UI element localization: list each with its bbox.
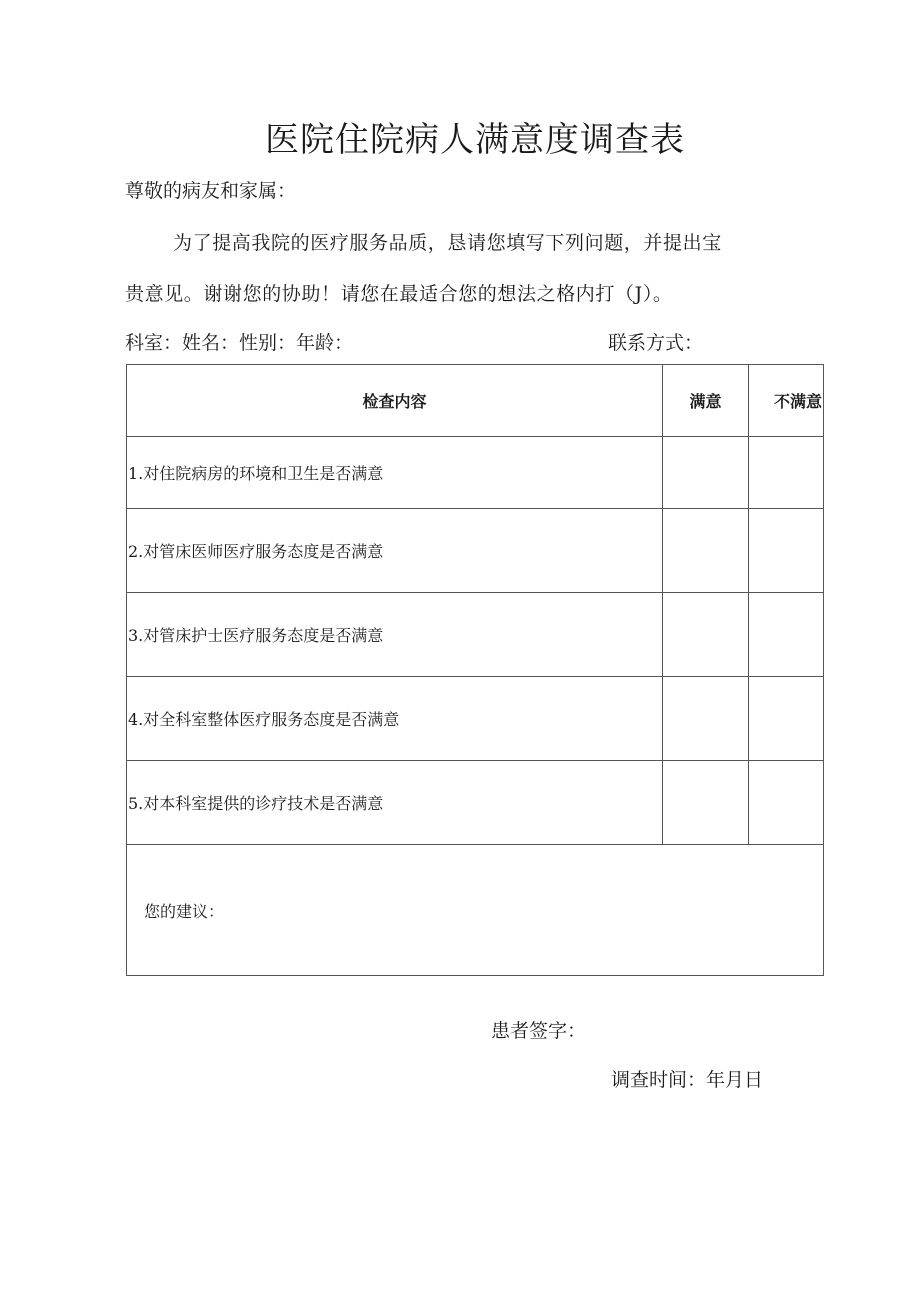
table-row: [127, 593, 824, 677]
survey-date-label: 调查时间：年月日: [611, 1069, 764, 1091]
unsatisfied-cell-4[interactable]: [749, 677, 824, 761]
satisfied-cell-3[interactable]: [663, 593, 749, 677]
suggestion-row: [127, 845, 824, 976]
unsatisfied-cell-2[interactable]: [749, 509, 824, 593]
table-header-row: [127, 365, 824, 437]
question-4: 4.对全科室整体医疗服务态度是否满意: [127, 677, 663, 761]
intro-paragraph-line-1: 为了提高我院的医疗服务品质，恳请您填写下列问题，并提出宝: [173, 232, 722, 254]
question-2: 2.对管床医师医疗服务态度是否满意: [127, 509, 663, 593]
satisfied-cell-5[interactable]: [663, 761, 749, 845]
intro-paragraph-line-2: 贵意见。谢谢您的协助！请您在最适合您的想法之格内打（J）。: [125, 283, 673, 305]
question-1: 1.对住院病房的环境和卫生是否满意: [127, 437, 663, 509]
question-5: 5.对本科室提供的诊疗技术是否满意: [127, 761, 663, 845]
patient-info-labels: 科室：姓名：性别：年龄：: [125, 332, 354, 354]
satisfied-cell-4[interactable]: [663, 677, 749, 761]
contact-label: 联系方式：: [608, 332, 704, 354]
table-row: [127, 761, 824, 845]
suggestion-label: 您的建议：: [144, 901, 225, 921]
header-satisfied: 满意: [663, 365, 749, 437]
header-content: 检查内容: [127, 365, 663, 437]
suggestion-field[interactable]: [127, 845, 824, 976]
page-title: 医院住院病人满意度调查表: [265, 120, 685, 160]
table-row: [127, 677, 824, 761]
satisfied-cell-2[interactable]: [663, 509, 749, 593]
question-3: 3.对管床护士医疗服务态度是否满意: [127, 593, 663, 677]
unsatisfied-cell-3[interactable]: [749, 593, 824, 677]
header-unsatisfied: 不满意: [749, 365, 824, 437]
table-row: [127, 437, 824, 509]
unsatisfied-cell-1[interactable]: [749, 437, 824, 509]
satisfied-cell-1[interactable]: [663, 437, 749, 509]
greeting-text: 尊敬的病友和家属：: [125, 180, 297, 202]
table-row: [127, 509, 824, 593]
survey-table: [126, 364, 824, 976]
unsatisfied-cell-5[interactable]: [749, 761, 824, 845]
signature-label: 患者签字：: [491, 1020, 587, 1042]
